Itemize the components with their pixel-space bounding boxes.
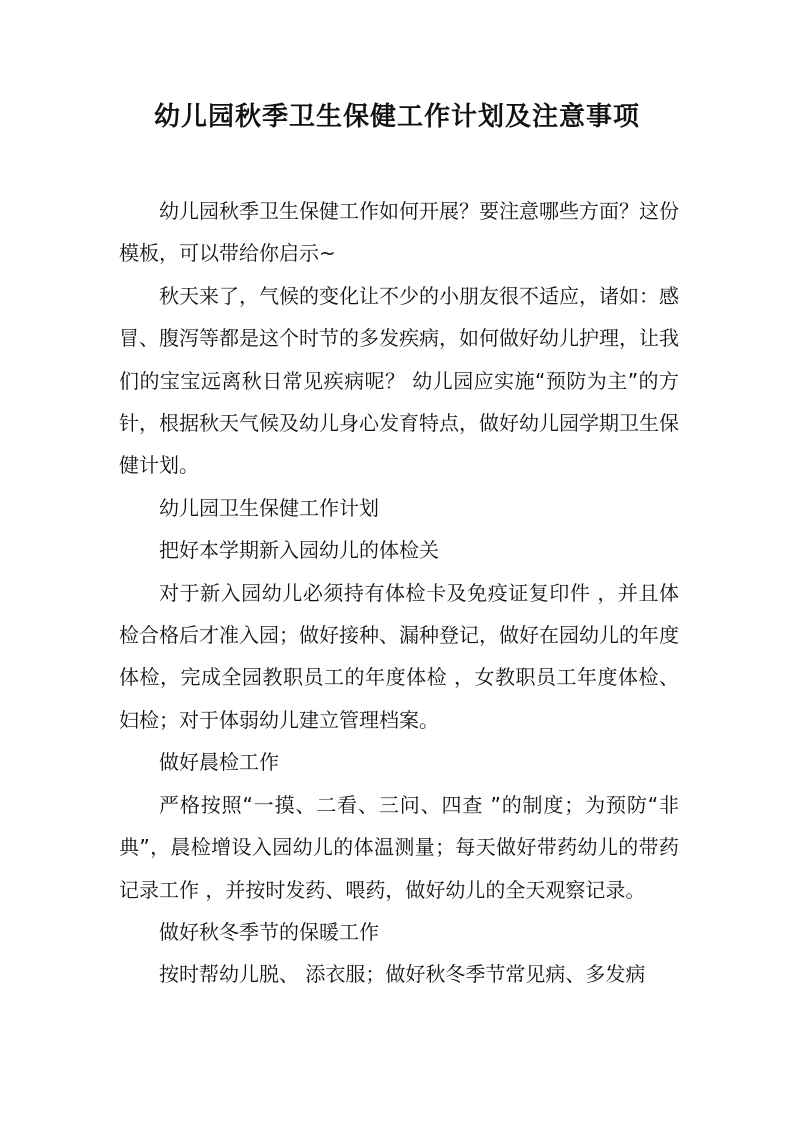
document-body (119, 190, 679, 996)
morning-check-paragraph: 严格按照“一摸、二看、三问、四查 ”的制度；为预防“非典”，晨检增设入园幼儿的体温测量；每天做好带药幼儿的带药记录工作 ，并按时发药、喂药，做好幼儿的全天观察记录。 (119, 792, 679, 902)
section-heading-morning-check: 做好晨检工作 (159, 750, 279, 775)
section-heading-physical-exam: 把好本学期新入园幼儿的体检关 (159, 538, 439, 563)
physical-exam-paragraph: 对于新入园幼儿必须持有体检卡及免疫证复印件 ，并且体检合格后才准入园；做好接种、漏种登记，做好在园幼儿的年度体检，完成全园教职员工的年度体检 ，女教职员工年度体检、妇检；对于体弱幼儿建立管理档案。 (119, 580, 679, 732)
section-heading-plan: 幼儿园卫生保健工作计划 (159, 495, 379, 520)
document-title: 幼儿园秋季卫生保健工作计划及注意事项 (153, 102, 640, 132)
section-heading-warmth: 做好秋冬季节的保暖工作 (159, 919, 379, 944)
warmth-paragraph: 按时帮幼儿脱、 添衣服；做好秋冬季节常见病、多发病 (159, 962, 646, 987)
intro-paragraph: 幼儿园秋季卫生保健工作如何开展？要注意哪些方面？这份模板，可以带给你启示~ (119, 199, 679, 266)
autumn-paragraph: 秋天来了，气候的变化让不少的小朋友很不适应，诸如：感冒、腹泻等都是这个时节的多发疾病，如何做好幼儿护理，让我们的宝宝远离秋日常见疾病呢？ 幼儿园应实施“预防为主”的方针，根据秋天气候及幼儿身心发育特点，做好幼儿园学期卫生保健计划。 (119, 283, 679, 478)
